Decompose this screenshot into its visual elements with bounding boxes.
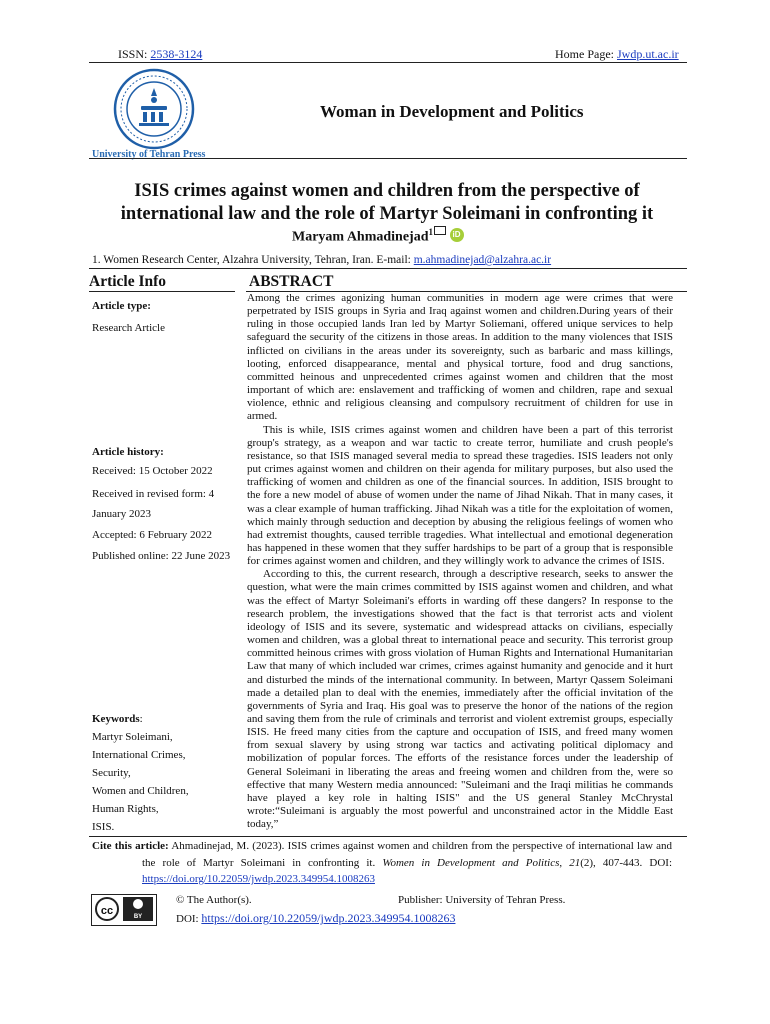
by-icon: BY	[123, 897, 153, 921]
email-link[interactable]: m.ahmadinejad@alzahra.ac.ir	[413, 254, 552, 266]
cc-icon: cc	[95, 897, 119, 921]
press-name: University of Tehran Press	[92, 149, 206, 160]
keyword: Human Rights,	[92, 803, 159, 815]
citation-doi-link[interactable]: https://doi.org/10.22059/jwdp.2023.349954.1008263	[142, 873, 375, 885]
article-type-label: Article type:	[92, 300, 151, 312]
author-line: Maryam Ahmadinejad$^1$ iD	[292, 227, 464, 246]
journal-title: Woman in Development and Politics	[320, 102, 584, 121]
orcid-icon[interactable]: iD	[450, 228, 464, 242]
affiliation: 1. Women Research Center, Alzahra University, Tehran, Iran. E-mail: m.ahmadinejad@alzahra.ac.ir	[92, 254, 552, 266]
header-rule	[89, 62, 687, 63]
affiliation-rule	[89, 268, 687, 269]
keyword: Security,	[92, 767, 131, 779]
home-page: Home Page: Jwdp.ut.ac.ir	[555, 47, 679, 61]
article-info-rule	[89, 291, 235, 292]
keyword: Martyr Soleimani,	[92, 731, 173, 743]
revised-date-line2: January 2023	[92, 508, 151, 520]
received-date: Received: 15 October 2022	[92, 465, 213, 477]
published-date: Published online: 22 June 2023	[92, 550, 231, 562]
article-history-label: Article history:	[92, 446, 164, 458]
header-bottom-rule	[89, 158, 687, 159]
abstract-paragraph: According to this, the current research, through a descriptive research, seeks to answer the question, what were the main crimes committed by ISIS against women and children, and what was the effect of Martyr Soleimani's efforts in warding off these dangers? In response to the research problem, the investigations showed that the fact is that terrorist acts and violent ideology of ISIS and its severe, systematic and widespread attacks on civilians, especially women and children, was a global threat to international peace and security. This terrorist group committed heinous crimes with gross violation of Human Rights and International Humanitarian Law that many of which included war crimes, crimes against humanity and genocide and it hurt and disturbed the minds of the international community. In between, Martyr Qassem Soleimani made a detailed plan to deal with the enemies, immediately after the official invitation of the governments of Syria and Iraq. His goal was to preserve the honor of the nations of the region and saving them from the rule of criminals and terrorist and violent extremist groups, especially ISIS. He freed many cities from the capture and occupation of ISIS, and freed many women from sexual slavery by using strong war tactics and activating political diplomacy and mobilization of popular forces. The efforts of the resistance forces under the leadership of General Soleimani in liberating the areas and freeing women and children from the, were so effective that many Western media announced: "Suleimani and the Iraqi militias he commands have played a key role in halting ISIS" and the US general Stanley McChrystal wrote:“Suleimani is arguably the most powerful and unconstrained actor in the Middle East today,”	[247, 568, 673, 831]
home-page-link[interactable]: Jwdp.ut.ac.ir	[617, 47, 679, 61]
abstract-heading: ABSTRACT	[249, 273, 334, 290]
email-icon[interactable]	[434, 226, 446, 235]
abstract-body	[247, 292, 673, 831]
doi: DOI: https://doi.org/10.22059/jwdp.2023.349954.1008263	[176, 911, 456, 925]
keyword: Women and Children,	[92, 785, 189, 797]
keywords-label: Keywords:	[92, 713, 143, 725]
article-info-heading: Article Info	[89, 273, 167, 290]
copyright: © The Author(s).	[176, 894, 252, 906]
publisher: Publisher: University of Tehran Press.	[398, 894, 566, 906]
revised-date-line1: Received in revised form: 4	[92, 488, 215, 500]
cc-by-license-icon[interactable]	[91, 894, 157, 926]
article-type: Research Article	[92, 322, 165, 334]
abstract-paragraph: This is while, ISIS crimes against women and children have been a part of this terrorist group's strategy, as a weapon and war tactic to create terror, humiliate and crush people's resistance, so that ISIS managed several media to spread these tragedies. ISIS leaders not only put crimes against women and children on their agenda for military purposes, but also used the trafficking of women and children as one of the financial sources. In addition, ISIS brought to the fore a new model of abuse of women under the name of Jihad Nikah. That in many cases, it was a clear example of human trafficking. Jihad Nikah was a title for the exploitation of women, which mainly through seduction and deception by abusing the religious feelings of women who had extremist thoughts, caused terrible tragedies. What intellectual and emotional degeneration has happened in these women that they suffer hardships to be part of a group that is responsible for crimes against women and children, and they willingly work to advance the crimes of ISIS.	[247, 423, 673, 568]
keyword: International Crimes,	[92, 749, 186, 761]
keyword: ISIS.	[92, 821, 115, 833]
abstract-paragraph: Among the crimes agonizing human communities in modern age were crimes that were perpetrated by ISIS groups in Syria and Iraq against women and children.During years of their ruling in those occupied lands Iran led by Martyr Soliemani, offered unique services to help safeguard the security of the citizens in those areas. In addition to the many violences that ISIS inflicted on civilians in the areas under its sovereignty, such as barbaric and mass killings, looting, enforced disappearance, mental and physical torture, food and drug sanctions, committed heinous and unprecedented crimes against women and children that the most important of which are: enslavement and trafficking of women and children, rape and sexual violence, ethnic and religious cleansing and compulsory recruitment of children for use in armed.	[247, 292, 673, 423]
author-name: Maryam Ahmadinejad	[292, 229, 429, 245]
issn-link[interactable]: 2538-3124	[150, 47, 203, 61]
citation: Cite this article: Ahmadinejad, M. (2023). ISIS crimes against women and children from the perspective of international law and the role of Martyr Soleimani in confronting it. Women in Development and Politics, 21(2), 407-443. DOI: https://doi.org/10.22059/jwdp.2023.349954.1008263	[92, 840, 673, 885]
university-seal-logo	[113, 68, 195, 150]
citation-rule	[89, 836, 687, 837]
article-title: ISIS crimes against women and children from the perspective of international law and the role of Martyr Soleimani in confronting it	[120, 181, 654, 224]
issn: ISSN: 2538-3124	[118, 47, 203, 61]
accepted-date: Accepted: 6 February 2022	[92, 529, 213, 541]
doi-link[interactable]: https://doi.org/10.22059/jwdp.2023.349954.1008263	[201, 911, 456, 925]
